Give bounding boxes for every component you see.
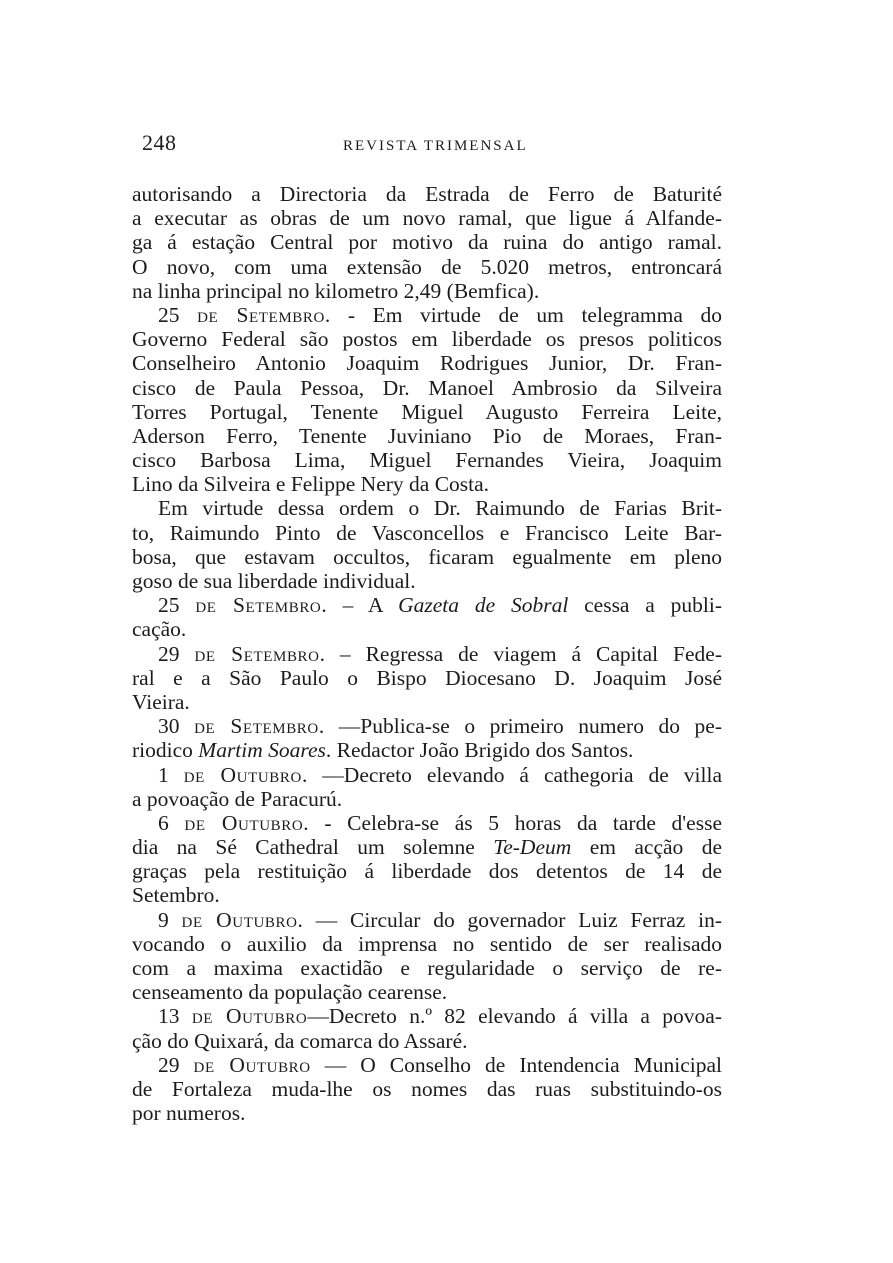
text-line (132, 327, 722, 351)
text-run: Vieira. (132, 689, 190, 714)
text-line (132, 714, 722, 738)
text-run: 9 (158, 907, 182, 932)
text-run: com a maxima exactidão e regularidade o serviço de re- (132, 956, 722, 980)
date-label: de Setembro (194, 641, 320, 666)
text-run: Conselheiro Antonio Joaquim Rodrigues Junior, Dr. Fran- (132, 351, 722, 376)
text-line (132, 908, 722, 932)
text-line (132, 279, 722, 303)
text-line (132, 593, 722, 617)
text-line (132, 472, 722, 496)
text-line (132, 956, 722, 980)
italic-title: Te-Deum (493, 835, 572, 860)
text-line (132, 448, 722, 472)
text-run: O novo, com uma extensão de 5.020 metros, entroncará (132, 254, 722, 279)
text-run: . – Regressa de viagem á Capital Fede- (319, 641, 722, 666)
text-run: — O Conselho de Intendencia Municipal (310, 1052, 722, 1077)
text-line (132, 376, 722, 400)
text-run: 13 (158, 1004, 192, 1029)
text-line (132, 521, 722, 545)
text-run: 6 (158, 810, 185, 835)
text-line (132, 1029, 722, 1053)
text-run: . - Em virtude de um telegramma do (324, 302, 723, 327)
text-line (132, 738, 722, 762)
text-line (132, 351, 722, 375)
text-line (132, 569, 722, 593)
text-line (132, 811, 722, 835)
text-run: 25 (158, 302, 198, 327)
text-run: 25 (158, 593, 196, 618)
text-run: de Fortaleza muda-lhe os nomes das ruas substituindo-os (132, 1076, 722, 1101)
text-run: to, Raimundo Pinto de Vasconcellos e Francisco Leite Bar- (132, 520, 722, 545)
text-run: a povoação de Paracurú. (132, 786, 343, 811)
text-line (132, 980, 722, 1004)
text-line (132, 206, 722, 230)
text-line (132, 763, 722, 787)
text-line (132, 932, 722, 956)
text-run: . - Celebra-se ás 5 horas da tarde d'esse (303, 810, 722, 835)
text-line (132, 255, 722, 279)
running-head: REVISTA TRIMENSAL (343, 138, 528, 154)
date-label: de Setembro (195, 593, 322, 618)
text-run: 29 (158, 1052, 194, 1077)
text-run: . – A (321, 593, 399, 618)
text-run: . —Publica-se o primeiro numero do pe- (318, 714, 722, 739)
date-label: de Outubro (184, 810, 304, 835)
text-run: por numeros. (132, 1101, 246, 1126)
text-line (132, 303, 722, 327)
date-label: de Outubro (191, 1004, 308, 1029)
text-run: dia na Sé Cathedral um solemne (132, 835, 494, 860)
text-run: cisco Barbosa Lima, Miguel Fernandes Vieira, Joaquim (132, 448, 722, 473)
text-run: . — Circular do governador Luiz Ferraz in- (297, 907, 722, 932)
text-line (132, 1053, 722, 1077)
text-run: . —Decreto elevando á cathegoria de villa (301, 762, 722, 787)
text-run: ção do Quixará, da comarca do Assaré. (132, 1028, 468, 1053)
text-run: a executar as obras de um novo ramal, que ligue á Alfande- (132, 206, 722, 231)
text-run: 1 (158, 762, 184, 787)
text-run: Lino da Silveira e Felippe Nery da Costa. (132, 472, 490, 497)
text-line (132, 424, 722, 448)
text-run: cação. (132, 617, 187, 642)
text-run: riodico (132, 738, 199, 763)
date-label: de Setembro (197, 302, 325, 327)
text-line (132, 835, 722, 859)
text-run: Torres Portugal, Tenente Miguel Augusto Ferreira Leite, (132, 399, 722, 424)
text-run: 30 (158, 714, 195, 739)
text-line (132, 666, 722, 690)
text-line (132, 1077, 722, 1101)
text-run: autorisando a Directoria da Estrada de Ferro de Baturité (132, 182, 722, 206)
date-label: de Setembro (194, 714, 319, 739)
text-run: . Redactor João Brigido dos Santos. (325, 738, 634, 763)
text-run: bosa, que estavam occultos, ficaram egualmente em pleno (132, 544, 722, 569)
text-line (132, 1004, 722, 1028)
text-line (132, 545, 722, 569)
text-run: graças pela restituição á liberdade dos detentos de 14 de (132, 859, 722, 884)
text-line (132, 230, 722, 254)
text-run: Setembro. (132, 883, 220, 908)
text-run: em acção de (571, 835, 722, 860)
page-number: 248 (142, 130, 177, 155)
text-run: ga á estação Central por motivo da ruina do antigo ramal. (132, 230, 722, 255)
text-line (132, 787, 722, 811)
date-label: de Outubro (183, 762, 302, 787)
text-line (132, 496, 722, 520)
text-line (132, 617, 722, 641)
text-run: Em virtude dessa ordem o Dr. Raimundo de Farias Brit- (158, 496, 722, 521)
text-line (132, 859, 722, 883)
text-line (132, 182, 722, 206)
text-run: vocando o auxilio da imprensa no sentido de ser realisado (132, 931, 722, 956)
italic-title: Martim Soares (198, 738, 326, 763)
text-line (132, 400, 722, 424)
date-label: de Outubro (193, 1052, 311, 1077)
text-run: Aderson Ferro, Tenente Juviniano Pio de Moraes, Fran- (132, 423, 722, 448)
text-run: censeamento da população cearense. (132, 980, 448, 1005)
text-line (132, 1101, 722, 1125)
text-run: Governo Federal são postos em liberdade os presos politicos (132, 327, 722, 352)
text-run: —Decreto n.º 82 elevando á villa a povoa- (307, 1004, 722, 1029)
text-line (132, 690, 722, 714)
italic-title: Gazeta de Sobral (398, 593, 569, 618)
text-line (132, 883, 722, 907)
date-label: de Outubro (181, 907, 298, 932)
text-run: 29 (158, 641, 195, 666)
text-run: cisco de Paula Pessoa, Dr. Manoel Ambrosio da Silveira (132, 375, 722, 400)
text-run: na linha principal no kilometro 2,49 (Bemfica). (132, 278, 540, 303)
text-run: ral e a São Paulo o Bispo Diocesano D. Joaquim José (132, 665, 722, 690)
text-run: cessa a publi- (568, 593, 723, 618)
text-line (132, 642, 722, 666)
body-text (132, 182, 722, 1125)
text-run: goso de sua liberdade individual. (132, 569, 416, 593)
